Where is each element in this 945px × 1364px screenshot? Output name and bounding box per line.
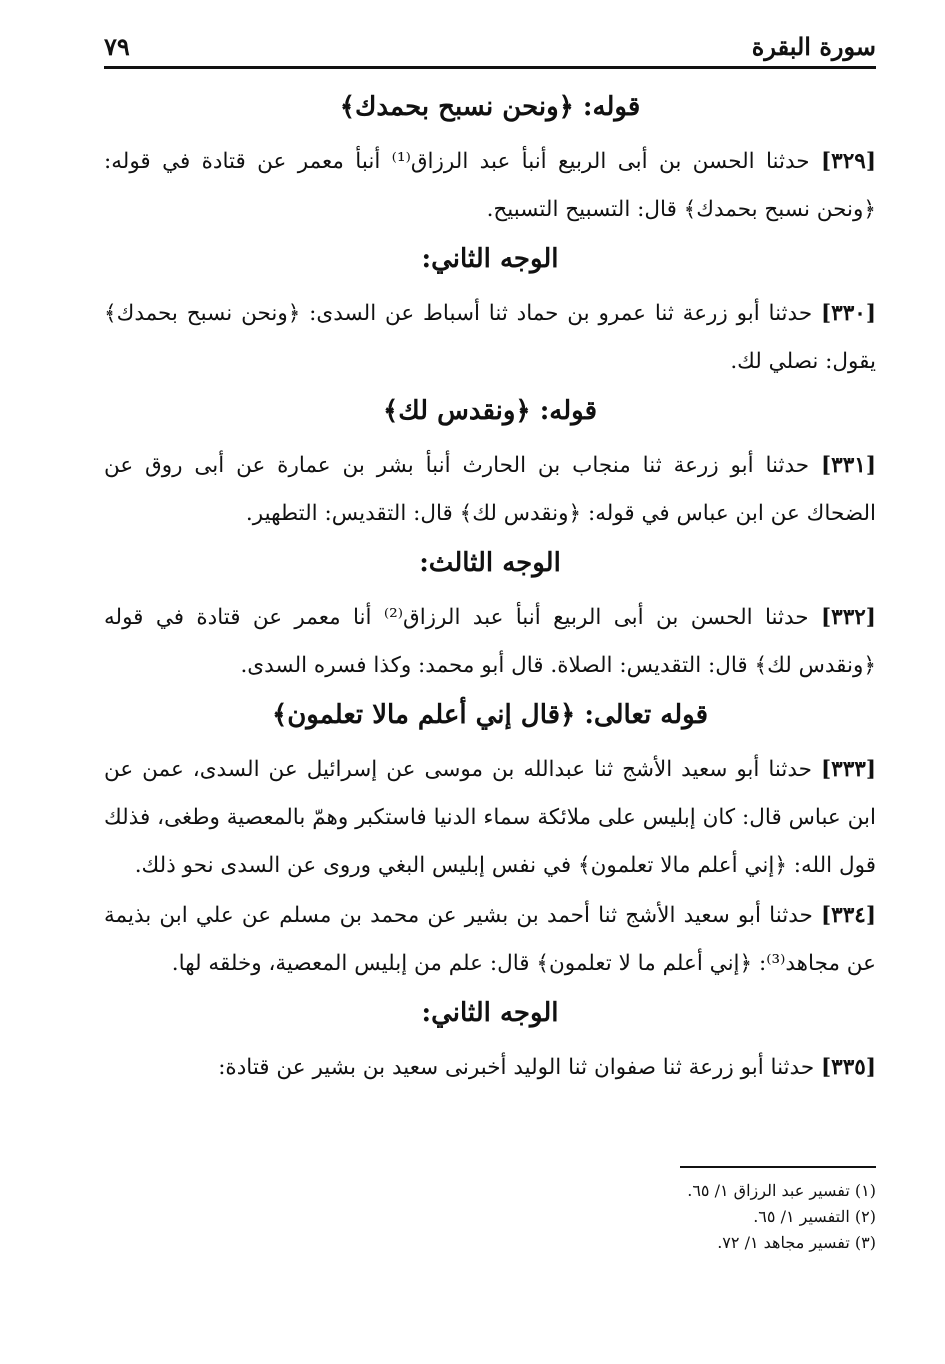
header-rule — [104, 66, 876, 69]
surah-title: سورة البقرة — [751, 31, 876, 61]
section-heading: قوله: ﴿ونقدس لك﴾ — [382, 396, 598, 426]
hadith-number: [٣٣٥] — [820, 1055, 876, 1080]
main-text — [104, 84, 876, 1094]
hadith-text: حدثنا أبو زرعة ثنا عمرو بن حماد ثنا أسباط عن السدى: ﴿ونحن نسبح بحمدك﴾ يقول: نصلي لك. — [104, 301, 876, 374]
hadith-334 — [104, 892, 876, 988]
hadith-text: حدثنا الحسن بن أبى الربيع أنبأ عبد الرزاق⁽²⁾ أنا معمر عن قتادة في قوله ﴿ونقدس لك﴾ قال: التقديس: الصلاة. قال أبو محمد: وكذا فسره السدى. — [104, 605, 876, 678]
footnote-2: (٢) التفسير ١/ ٦٥. — [753, 1207, 876, 1226]
hadith-330 — [104, 290, 876, 386]
hadith-text: حدثنا أبو زرعة ثنا منجاب بن الحارث أنبأ بشر بن عمارة عن أبى روق عن الضحاك عن ابن عباس في قوله: ﴿ونقدس لك﴾ قال: التقديس: التطهير. — [104, 453, 876, 526]
running-header — [104, 26, 876, 66]
section-heading: الوجه الثاني: — [421, 998, 559, 1028]
hadith-text: حدثنا الحسن بن أبى الربيع أنبأ عبد الرزاق⁽¹⁾ أنبأ معمر عن قتادة في قوله: ﴿ونحن نسبح بحمدك﴾ قال: التسبيح التسبيح. — [104, 149, 876, 222]
footnote-1: (١) تفسير عبد الرزاق ١/ ٦٥. — [687, 1181, 876, 1200]
hadith-number: [٣٣٢] — [820, 605, 876, 630]
footnote-3: (٣) تفسير مجاهد ١/ ٧٢. — [717, 1233, 876, 1252]
hadith-text: حدثنا أبو سعيد الأشج ثنا أحمد بن بشير عن محمد بن مسلم عن علي ابن بذيمة عن مجاهد⁽³⁾: ﴿إني أعلم ما لا تعلمون﴾ قال: علم من إبليس المعصية، وخلقه لها. — [104, 903, 876, 976]
hadith-text: حدثنا أبو زرعة ثنا صفوان ثنا الوليد أخبرنى سعيد بن بشير عن قتادة: — [218, 1055, 815, 1080]
section-heading: الوجه الثاني: — [421, 244, 559, 274]
hadith-332 — [104, 594, 876, 690]
hadith-number: [٣٣٤] — [820, 903, 876, 928]
page-number: ٧٩ — [104, 31, 130, 61]
section-heading: الوجه الثالث: — [419, 548, 561, 578]
footnote-rule — [680, 1166, 876, 1168]
footnotes — [560, 1178, 876, 1256]
hadith-number: [٣٣٣] — [820, 757, 876, 782]
hadith-329 — [104, 138, 876, 234]
hadith-number: [٣٣٠] — [820, 301, 876, 326]
hadith-text: حدثنا أبو سعيد الأشج ثنا عبدالله بن موسى عن إسرائيل عن السدى، عمن عن ابن عباس قال: كان إبليس على ملائكة سماء الدنيا فاستكبر وهمّ بالمعصية وطغى، فذلك قول الله: ﴿إني أعلم مالا تعلمون﴾ في نفس إبليس البغي وروى عن السدى نحو ذلك. — [104, 757, 876, 878]
hadith-333 — [104, 746, 876, 890]
section-heading: قوله تعالى: ﴿قال إني أعلم مالا تعلمون﴾ — [271, 700, 709, 730]
hadith-number: [٣٢٩] — [820, 149, 876, 174]
hadith-335 — [104, 1044, 876, 1092]
section-heading: قوله: ﴿ونحن نسبح بحمدك﴾ — [339, 92, 641, 122]
hadith-number: [٣٣١] — [820, 453, 876, 478]
hadith-331 — [104, 442, 876, 538]
